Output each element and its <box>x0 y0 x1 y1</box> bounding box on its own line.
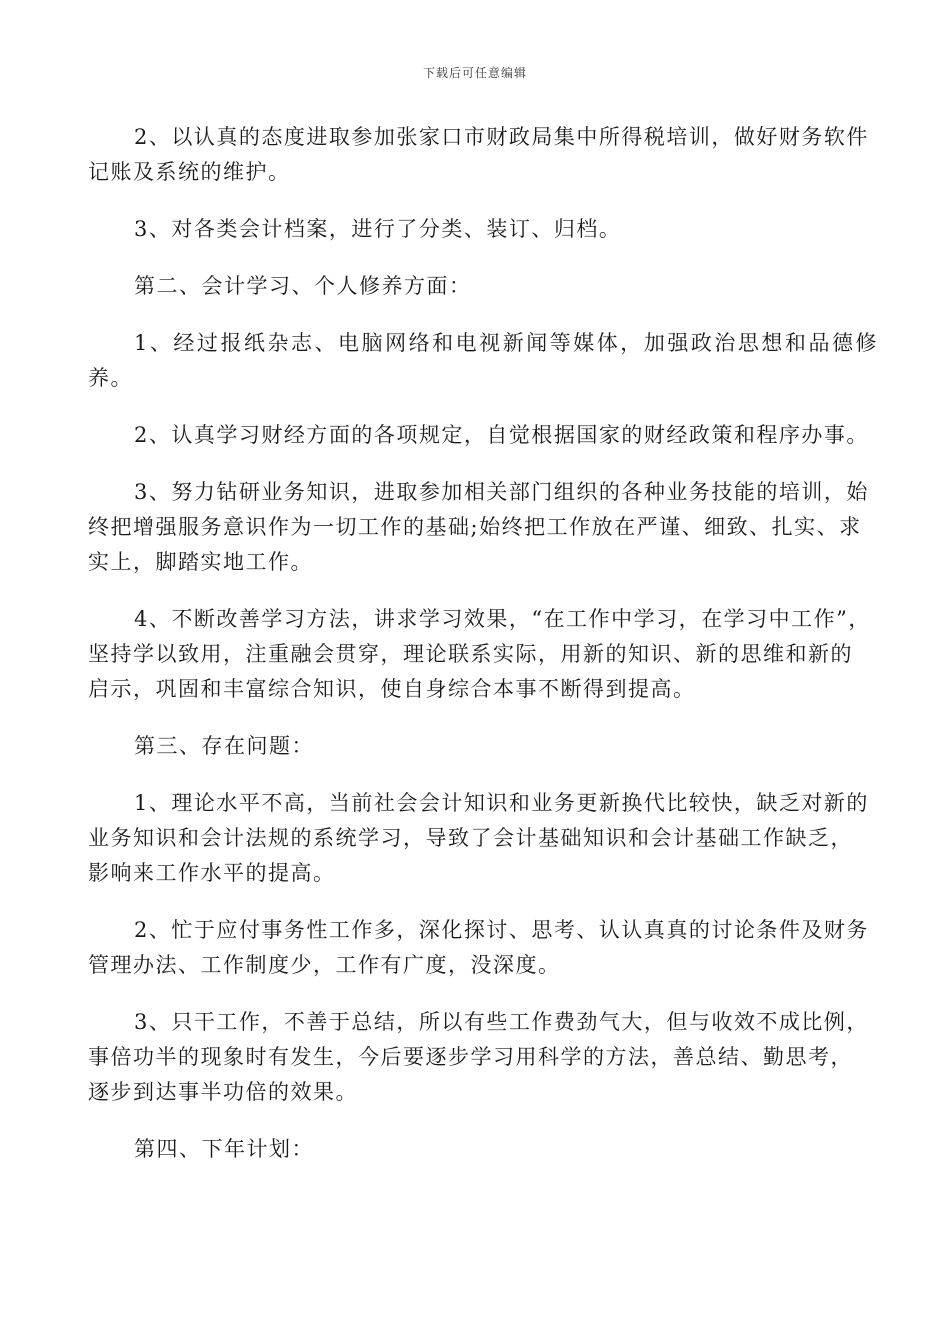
section-heading-4: 第四、下年计划： <box>134 1137 314 1161</box>
paragraph-5: 3、努力钻研业务知识，进取参加相关部门组织的各种业务技能的培训，始 终把增强服务意识作为一切工作的基础;始终把工作放在严谨、细致、扎实、求 实上，脚踏实地工作。 <box>88 480 869 574</box>
page-header: 下载后可任意编辑 <box>422 66 527 80</box>
section-heading-3: 第三、存在问题： <box>134 734 314 758</box>
paragraph-7: 1、理论水平不高，当前社会会计知识和业务更新换代比较快，缺乏对新的 业务知识和会计法规的系统学习，导致了会计基础知识和会计基础工作缺乏， 影响来工作水平的提高。 <box>88 791 869 885</box>
paragraph-4: 2、认真学习财经方面的各项规定，自觉根据国家的财经政策和程序办事。 <box>134 423 869 447</box>
document-body <box>88 120 878 1189</box>
paragraph-3: 1、经过报纸杂志、电脑网络和电视新闻等媒体，加强政治思想和品德修养。 <box>88 331 878 390</box>
paragraph-2: 3、对各类会计档案，进行了分类、装订、归档。 <box>134 217 622 241</box>
section-heading-2: 第二、会计学习、个人修养方面： <box>134 274 472 298</box>
paragraph-6: 4、不断改善学习方法，讲求学习效果，“在工作中学习，在学习中工作”， 坚持学以致用，注重融会贯穿，理论联系实际，用新的知识、新的思维和新的 启示，巩固和丰富综合知识，使自身综合本事不断得到提高。 <box>88 607 871 701</box>
paragraph-1: 2、以认真的态度进取参加张家口市财政局集中所得税培训，做好财务软件 记账及系统的维护。 <box>88 125 869 184</box>
paragraph-8: 2、忙于应付事务性工作多，深化探讨、思考、认认真真的讨论条件及财务 管理办法、工作制度少，工作有广度，没深度。 <box>88 918 869 977</box>
paragraph-9: 3、只干工作，不善于总结，所以有些工作费劲气大，但与收效不成比例， 事倍功半的现象时有发生，今后要逐步学习用科学的方法，善总结、勤思考， 逐步到达事半功倍的效果。 <box>88 1010 869 1104</box>
